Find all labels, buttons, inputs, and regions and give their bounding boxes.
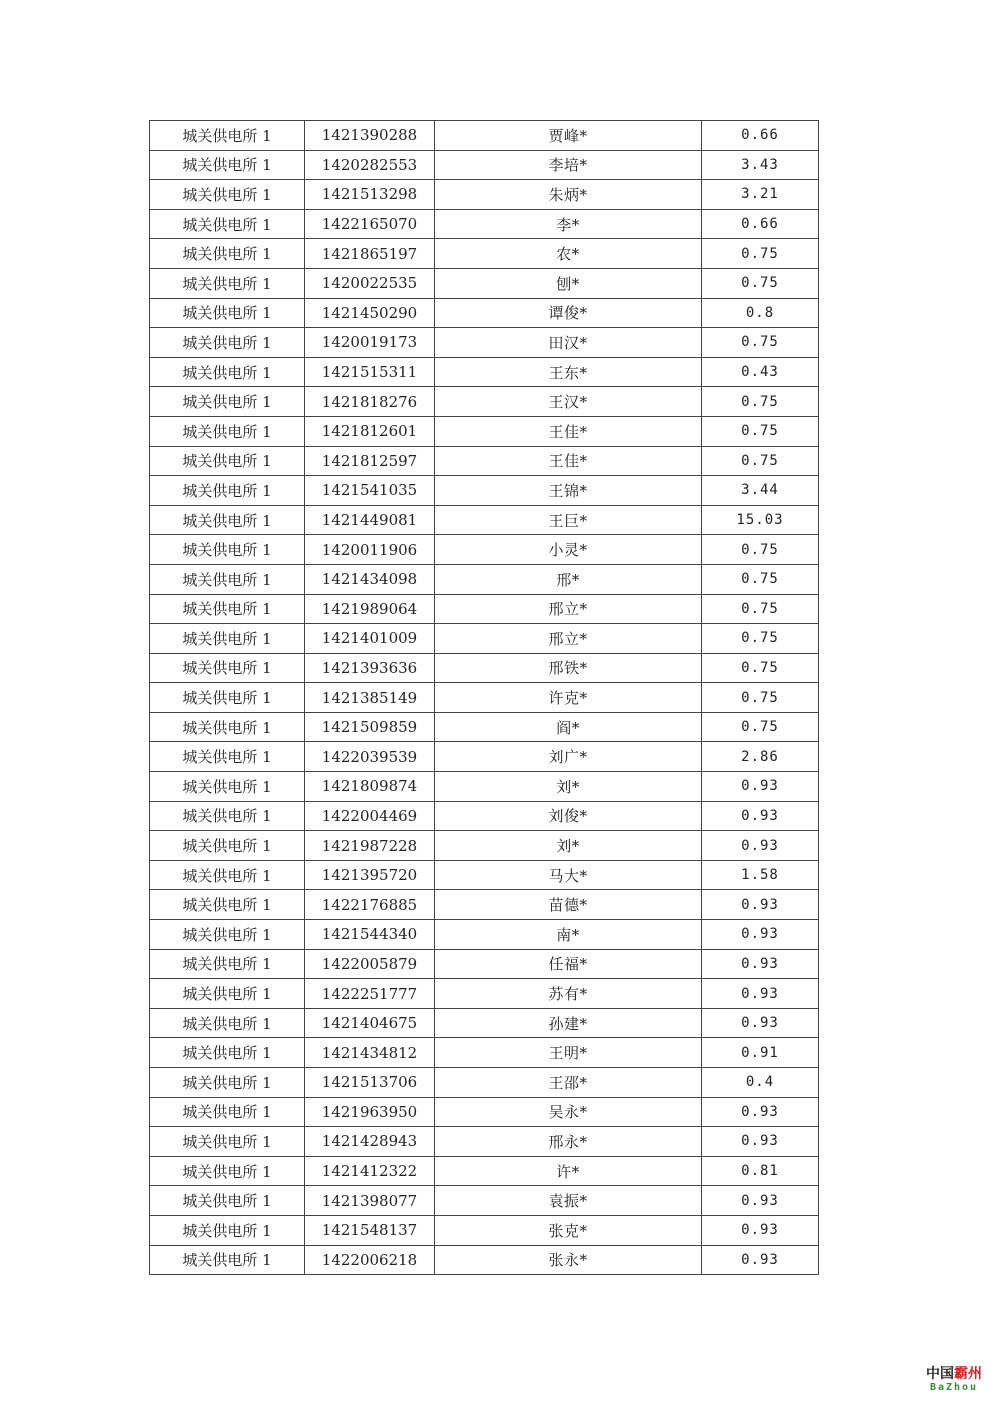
cell-customer-name: 许克* bbox=[435, 683, 702, 713]
cell-account-number: 1421515311 bbox=[305, 357, 435, 387]
cell-unit: 城关供电所 1 bbox=[150, 535, 305, 565]
cell-account-number: 1421987228 bbox=[305, 831, 435, 861]
cell-account-number: 1421818276 bbox=[305, 387, 435, 417]
cell-account-number: 1421395720 bbox=[305, 860, 435, 890]
cell-customer-name: 南* bbox=[435, 920, 702, 950]
table-row bbox=[150, 712, 819, 742]
cell-amount: 0.93 bbox=[702, 1097, 819, 1127]
table-row bbox=[150, 298, 819, 328]
table-row bbox=[150, 1008, 819, 1038]
cell-unit: 城关供电所 1 bbox=[150, 949, 305, 979]
cell-unit: 城关供电所 1 bbox=[150, 298, 305, 328]
cell-account-number: 1420282553 bbox=[305, 150, 435, 180]
table-row bbox=[150, 831, 819, 861]
cell-amount: 0.75 bbox=[702, 446, 819, 476]
cell-amount: 3.44 bbox=[702, 476, 819, 506]
table-row bbox=[150, 949, 819, 979]
data-table bbox=[149, 120, 819, 1275]
table-row bbox=[150, 594, 819, 624]
cell-unit: 城关供电所 1 bbox=[150, 1038, 305, 1068]
cell-customer-name: 马大* bbox=[435, 860, 702, 890]
cell-amount: 0.93 bbox=[702, 1245, 819, 1275]
cell-amount: 0.93 bbox=[702, 979, 819, 1009]
cell-customer-name: 朱炳* bbox=[435, 180, 702, 210]
cell-customer-name: 任福* bbox=[435, 949, 702, 979]
cell-account-number: 1421989064 bbox=[305, 594, 435, 624]
cell-unit: 城关供电所 1 bbox=[150, 1097, 305, 1127]
cell-account-number: 1421385149 bbox=[305, 683, 435, 713]
cell-customer-name: 李* bbox=[435, 209, 702, 239]
cell-customer-name: 贾峰* bbox=[435, 121, 702, 151]
cell-account-number: 1422176885 bbox=[305, 890, 435, 920]
table-row bbox=[150, 416, 819, 446]
cell-unit: 城关供电所 1 bbox=[150, 594, 305, 624]
table-row bbox=[150, 268, 819, 298]
table-row bbox=[150, 1186, 819, 1216]
table-row bbox=[150, 860, 819, 890]
cell-unit: 城关供电所 1 bbox=[150, 920, 305, 950]
cell-account-number: 1421434098 bbox=[305, 564, 435, 594]
cell-account-number: 1421963950 bbox=[305, 1097, 435, 1127]
cell-unit: 城关供电所 1 bbox=[150, 121, 305, 151]
cell-unit: 城关供电所 1 bbox=[150, 683, 305, 713]
table-row bbox=[150, 979, 819, 1009]
cell-account-number: 1421450290 bbox=[305, 298, 435, 328]
cell-amount: 0.81 bbox=[702, 1156, 819, 1186]
watermark-chinese-text bbox=[918, 1366, 990, 1382]
cell-unit: 城关供电所 1 bbox=[150, 1186, 305, 1216]
cell-account-number: 1421390288 bbox=[305, 121, 435, 151]
cell-amount: 0.75 bbox=[702, 624, 819, 654]
table-row bbox=[150, 209, 819, 239]
cell-unit: 城关供电所 1 bbox=[150, 624, 305, 654]
cell-customer-name: 张克* bbox=[435, 1215, 702, 1245]
cell-amount: 0.75 bbox=[702, 653, 819, 683]
table-row bbox=[150, 1156, 819, 1186]
cell-customer-name: 邢立* bbox=[435, 594, 702, 624]
cell-account-number: 1422005879 bbox=[305, 949, 435, 979]
cell-account-number: 1422251777 bbox=[305, 979, 435, 1009]
cell-customer-name: 刨* bbox=[435, 268, 702, 298]
cell-unit: 城关供电所 1 bbox=[150, 1215, 305, 1245]
cell-amount: 0.75 bbox=[702, 564, 819, 594]
cell-amount: 3.43 bbox=[702, 150, 819, 180]
table-row bbox=[150, 624, 819, 654]
cell-account-number: 1421865197 bbox=[305, 239, 435, 269]
table-row bbox=[150, 890, 819, 920]
cell-customer-name: 王汉* bbox=[435, 387, 702, 417]
cell-customer-name: 张永* bbox=[435, 1245, 702, 1275]
table-row bbox=[150, 801, 819, 831]
cell-account-number: 1421541035 bbox=[305, 476, 435, 506]
cell-amount: 0.75 bbox=[702, 239, 819, 269]
cell-unit: 城关供电所 1 bbox=[150, 209, 305, 239]
cell-account-number: 1420019173 bbox=[305, 328, 435, 358]
cell-customer-name: 王佳* bbox=[435, 446, 702, 476]
cell-customer-name: 田汉* bbox=[435, 328, 702, 358]
cell-amount: 0.93 bbox=[702, 1127, 819, 1157]
cell-customer-name: 王邵* bbox=[435, 1068, 702, 1098]
cell-amount: 0.93 bbox=[702, 831, 819, 861]
cell-customer-name: 孙建* bbox=[435, 1008, 702, 1038]
table-row bbox=[150, 535, 819, 565]
table-row bbox=[150, 1127, 819, 1157]
cell-account-number: 1421812601 bbox=[305, 416, 435, 446]
table-row bbox=[150, 180, 819, 210]
table-row bbox=[150, 653, 819, 683]
cell-account-number: 1421449081 bbox=[305, 505, 435, 535]
table-row bbox=[150, 239, 819, 269]
cell-amount: 0.93 bbox=[702, 801, 819, 831]
cell-amount: 0.75 bbox=[702, 594, 819, 624]
cell-amount: 0.93 bbox=[702, 920, 819, 950]
cell-unit: 城关供电所 1 bbox=[150, 476, 305, 506]
cell-account-number: 1421513298 bbox=[305, 180, 435, 210]
cell-customer-name: 王锦* bbox=[435, 476, 702, 506]
cell-unit: 城关供电所 1 bbox=[150, 357, 305, 387]
cell-unit: 城关供电所 1 bbox=[150, 505, 305, 535]
cell-amount: 0.66 bbox=[702, 121, 819, 151]
cell-unit: 城关供电所 1 bbox=[150, 890, 305, 920]
cell-amount: 0.43 bbox=[702, 357, 819, 387]
cell-unit: 城关供电所 1 bbox=[150, 180, 305, 210]
cell-unit: 城关供电所 1 bbox=[150, 1156, 305, 1186]
table-row bbox=[150, 150, 819, 180]
cell-customer-name: 邢永* bbox=[435, 1127, 702, 1157]
cell-account-number: 1421401009 bbox=[305, 624, 435, 654]
cell-amount: 0.8 bbox=[702, 298, 819, 328]
cell-amount: 0.75 bbox=[702, 387, 819, 417]
cell-amount: 0.75 bbox=[702, 683, 819, 713]
cell-amount: 0.93 bbox=[702, 1186, 819, 1216]
cell-account-number: 1421434812 bbox=[305, 1038, 435, 1068]
cell-unit: 城关供电所 1 bbox=[150, 772, 305, 802]
cell-customer-name: 小灵* bbox=[435, 535, 702, 565]
cell-unit: 城关供电所 1 bbox=[150, 712, 305, 742]
cell-account-number: 1421412322 bbox=[305, 1156, 435, 1186]
cell-account-number: 1421548137 bbox=[305, 1215, 435, 1245]
watermark-cn-red: 霸州 bbox=[954, 1366, 982, 1382]
cell-unit: 城关供电所 1 bbox=[150, 1245, 305, 1275]
cell-customer-name: 邢立* bbox=[435, 624, 702, 654]
table-row bbox=[150, 683, 819, 713]
cell-account-number: 1421509859 bbox=[305, 712, 435, 742]
cell-amount: 0.75 bbox=[702, 535, 819, 565]
table-row bbox=[150, 328, 819, 358]
cell-unit: 城关供电所 1 bbox=[150, 1127, 305, 1157]
table-row bbox=[150, 742, 819, 772]
cell-amount: 0.91 bbox=[702, 1038, 819, 1068]
cell-account-number: 1421812597 bbox=[305, 446, 435, 476]
watermark-english-text: BaZhou bbox=[929, 1382, 979, 1393]
cell-account-number: 1421809874 bbox=[305, 772, 435, 802]
table-row bbox=[150, 1097, 819, 1127]
cell-amount: 2.86 bbox=[702, 742, 819, 772]
cell-customer-name: 阎* bbox=[435, 712, 702, 742]
cell-amount: 0.75 bbox=[702, 268, 819, 298]
cell-customer-name: 王佳* bbox=[435, 416, 702, 446]
cell-customer-name: 王巨* bbox=[435, 505, 702, 535]
table-body bbox=[150, 121, 819, 1275]
table-row bbox=[150, 446, 819, 476]
cell-customer-name: 邢铁* bbox=[435, 653, 702, 683]
cell-amount: 0.93 bbox=[702, 890, 819, 920]
cell-account-number: 1420011906 bbox=[305, 535, 435, 565]
table-row bbox=[150, 505, 819, 535]
cell-customer-name: 刘* bbox=[435, 772, 702, 802]
table-row bbox=[150, 1038, 819, 1068]
cell-account-number: 1421544340 bbox=[305, 920, 435, 950]
cell-unit: 城关供电所 1 bbox=[150, 653, 305, 683]
cell-customer-name: 王明* bbox=[435, 1038, 702, 1068]
cell-account-number: 1422165070 bbox=[305, 209, 435, 239]
cell-amount: 0.93 bbox=[702, 949, 819, 979]
cell-unit: 城关供电所 1 bbox=[150, 150, 305, 180]
cell-account-number: 1422039539 bbox=[305, 742, 435, 772]
table-row bbox=[150, 1068, 819, 1098]
cell-unit: 城关供电所 1 bbox=[150, 446, 305, 476]
cell-amount: 0.93 bbox=[702, 1008, 819, 1038]
cell-account-number: 1422006218 bbox=[305, 1245, 435, 1275]
cell-amount: 0.66 bbox=[702, 209, 819, 239]
cell-customer-name: 苗德* bbox=[435, 890, 702, 920]
cell-customer-name: 袁振* bbox=[435, 1186, 702, 1216]
cell-unit: 城关供电所 1 bbox=[150, 387, 305, 417]
table-row bbox=[150, 121, 819, 151]
cell-account-number: 1422004469 bbox=[305, 801, 435, 831]
cell-amount: 0.75 bbox=[702, 416, 819, 446]
cell-amount: 0.75 bbox=[702, 328, 819, 358]
cell-account-number: 1421393636 bbox=[305, 653, 435, 683]
table-row bbox=[150, 564, 819, 594]
cell-customer-name: 刘* bbox=[435, 831, 702, 861]
table-row bbox=[150, 1215, 819, 1245]
watermark-cn-dark: 中国 bbox=[926, 1366, 954, 1382]
cell-customer-name: 农* bbox=[435, 239, 702, 269]
cell-amount: 0.93 bbox=[702, 772, 819, 802]
cell-customer-name: 刘广* bbox=[435, 742, 702, 772]
cell-unit: 城关供电所 1 bbox=[150, 564, 305, 594]
cell-unit: 城关供电所 1 bbox=[150, 1068, 305, 1098]
cell-account-number: 1421428943 bbox=[305, 1127, 435, 1157]
cell-unit: 城关供电所 1 bbox=[150, 979, 305, 1009]
cell-unit: 城关供电所 1 bbox=[150, 416, 305, 446]
cell-customer-name: 刘俊* bbox=[435, 801, 702, 831]
table-row bbox=[150, 1245, 819, 1275]
cell-unit: 城关供电所 1 bbox=[150, 1008, 305, 1038]
cell-unit: 城关供电所 1 bbox=[150, 742, 305, 772]
site-watermark-logo bbox=[918, 1366, 990, 1394]
cell-amount: 0.75 bbox=[702, 712, 819, 742]
cell-customer-name: 李培* bbox=[435, 150, 702, 180]
table-row bbox=[150, 920, 819, 950]
cell-unit: 城关供电所 1 bbox=[150, 328, 305, 358]
cell-amount: 15.03 bbox=[702, 505, 819, 535]
cell-customer-name: 谭俊* bbox=[435, 298, 702, 328]
cell-account-number: 1421398077 bbox=[305, 1186, 435, 1216]
table-row bbox=[150, 772, 819, 802]
cell-customer-name: 许* bbox=[435, 1156, 702, 1186]
cell-customer-name: 王东* bbox=[435, 357, 702, 387]
cell-amount: 0.93 bbox=[702, 1215, 819, 1245]
table-row bbox=[150, 476, 819, 506]
cell-amount: 1.58 bbox=[702, 860, 819, 890]
table-row bbox=[150, 387, 819, 417]
cell-customer-name: 苏有* bbox=[435, 979, 702, 1009]
cell-amount: 3.21 bbox=[702, 180, 819, 210]
table-row bbox=[150, 357, 819, 387]
cell-account-number: 1420022535 bbox=[305, 268, 435, 298]
cell-account-number: 1421404675 bbox=[305, 1008, 435, 1038]
cell-unit: 城关供电所 1 bbox=[150, 860, 305, 890]
cell-unit: 城关供电所 1 bbox=[150, 831, 305, 861]
cell-amount: 0.4 bbox=[702, 1068, 819, 1098]
cell-account-number: 1421513706 bbox=[305, 1068, 435, 1098]
cell-customer-name: 邢* bbox=[435, 564, 702, 594]
cell-unit: 城关供电所 1 bbox=[150, 268, 305, 298]
cell-customer-name: 吴永* bbox=[435, 1097, 702, 1127]
cell-unit: 城关供电所 1 bbox=[150, 239, 305, 269]
cell-unit: 城关供电所 1 bbox=[150, 801, 305, 831]
